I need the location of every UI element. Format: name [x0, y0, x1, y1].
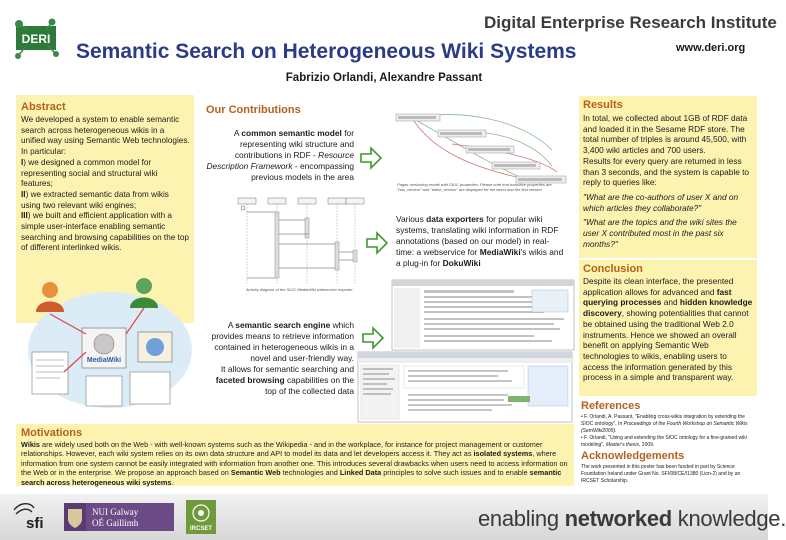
conclusion-p2: and — [661, 297, 680, 308]
mot-t5: . — [171, 477, 174, 487]
sfi-logo-text: sfi — [26, 515, 44, 532]
reference-1-venue: Proceedings of the Fourth Workshop on Semantic Wikis (SemWiki2009). — [581, 421, 748, 434]
contributions-title: Our Contributions — [206, 104, 301, 116]
arrow-right-icon — [362, 327, 384, 349]
results-text-2: Results for every query are returned in less than 3 seconds, and the system is capable to reply to queries like: — [583, 155, 750, 188]
contribution-model — [206, 128, 354, 183]
reference-2-text: • F. Orlandi, "Using and extending the SIOC ontology for a fine-grained wiki modeling", — [581, 435, 747, 448]
references-title: References — [581, 400, 641, 412]
mot-t2: , where information from one system cannot be easily integrated with information from another one. This introduces several drawbacks when users need to access information on the Web or in the enterprise. We propose an approach based on — [21, 449, 568, 478]
c2-mid2: 's wikis and a plug-in for — [396, 247, 564, 268]
svg-text:MediaWiki: MediaWiki — [86, 357, 122, 364]
ircset-logo-text: IRCSET — [189, 526, 213, 532]
user-icon — [130, 278, 158, 308]
c1-post: - encompassing previous models in the area — [251, 161, 354, 182]
deri-logo-text: DERI — [21, 32, 51, 46]
sfi-logo — [10, 500, 56, 534]
mot-b2: isolated systems — [473, 449, 533, 459]
abstract-text — [21, 115, 190, 254]
acknowledgements-section — [581, 450, 757, 485]
conclusion-panel — [579, 260, 757, 396]
conclusion-p1: Despite its clean interface, the presented application allows for advanced and — [583, 276, 734, 297]
institute-name: Digital Enterprise Research Institute — [484, 13, 777, 32]
motivations-title: Motivations — [21, 427, 83, 439]
arrow-right-icon — [360, 147, 382, 169]
mot-b5: semantic search across heterogeneous wiki systems — [21, 468, 562, 487]
mot-t1: are widely used both on the Web - with well-known systems such as the Wikipedia - and in the workplace, for instance for project management or customer relationships. However, each wiki system relies on its own data structure and API to model its data and let developers access it. They act as — [21, 440, 543, 459]
conclusion-p3: , showing potentialities that cannot be obtained using the traditional Web 2.0 instruments. Hence we showed an overall benefit on applying Semantic Web technologies to wikis, enabling users to access the information generated by this process in a simple and transparent way. — [583, 308, 749, 383]
c3-bold: semantic search engine — [235, 320, 331, 330]
abstract-i-mark: I — [21, 157, 24, 167]
contribution-search-engine — [206, 320, 354, 397]
conclusion-title: Conclusion — [583, 263, 643, 275]
motivations-text — [21, 440, 570, 487]
c1-pre: A — [233, 128, 242, 138]
nuig-line-1: NUI Galway — [92, 507, 139, 517]
activity-diagram-figure — [234, 194, 366, 286]
institute-url[interactable]: www.deri.org — [676, 42, 746, 54]
c3-pre: A — [227, 320, 236, 330]
c2-mid: for popular wiki systems, translating wiki information in RDF annotations (based on our model) in real-time: a webservice for — [396, 214, 559, 257]
search-engine-screenshot — [358, 352, 572, 422]
c2-pre: Various — [396, 214, 427, 224]
c1-italic: Resource Description Framework — [206, 150, 354, 171]
abstract-ii-mark: II — [21, 189, 26, 199]
acknowledgements-title: Acknowledgements — [581, 450, 685, 462]
mot-b4: Linked Data — [339, 468, 382, 478]
user-icon — [36, 282, 64, 312]
tagline-pre: enabling — [478, 506, 565, 531]
mot-t3: technologies and — [280, 468, 340, 478]
tagline-bold: networked — [564, 506, 672, 531]
versioning-graph-figure — [392, 110, 570, 190]
nuig-line-2: OÉ Gaillimh — [92, 518, 139, 528]
conclusion-b1: fast querying processes — [583, 286, 732, 308]
reference-1-text: • F. Orlandi, A. Passant, "Enabling cross-wikis integration by extending the SIOC ontology", In — [581, 414, 745, 427]
abstract-iii-text: ) we built and efficient application with a simple user-interface enabling semantic searching and browsing capabilities on the top of different interlinked wikis. — [21, 211, 189, 253]
acknowledgements-text: The work presented in this poster has been funded in part by Science Foundation Ireland under Grant No. SFI/08/CE/I1380 (Lion-2) and by an IRCSET Scholarship. — [581, 464, 741, 484]
nuig-logo — [64, 503, 174, 531]
references-section — [581, 400, 757, 449]
reference-2-venue: Master's thesis — [605, 442, 640, 448]
abstract-i-text: ) we designed a common model for representing social and structural wiki features; — [21, 157, 158, 189]
mot-b1: Wikis — [21, 440, 40, 449]
contribution-exporters — [396, 214, 564, 269]
c3b-pre: It allows for semantic searching and — [220, 364, 354, 374]
graph-caption: Pages versioning model with SIOC properties. Please note that transitive properties are "has_version" and "latest_version" are displayed for the latest and the first version — [397, 182, 552, 192]
abstract-iii-mark: III — [21, 211, 28, 221]
mot-b3: Semantic Web — [230, 468, 281, 478]
poster-title: Semantic Search on Heterogeneous Wiki Systems — [76, 40, 577, 63]
arrow-right-icon — [366, 232, 388, 254]
c3b-post: capabilities on the top of the collected data — [265, 375, 354, 396]
reference-2 — [581, 435, 757, 449]
results-title: Results — [583, 99, 623, 111]
c1-mid: for representing wiki structure and contributions in RDF - — [234, 128, 354, 160]
results-query-2: "What are the topics and the wiki sites the user X contributed most in the past six months?" — [583, 217, 737, 249]
conclusion-text — [583, 276, 753, 383]
results-text: In total, we collected about 1GB of RDF data and loaded it in the Sesame RDF store. The total number of triples is around 45,500, with 3,400 wiki articles and 700 users. — [583, 113, 748, 156]
abstract-ii-text: ) we extracted semantic data from wikis using two relevant wiki engines; — [21, 189, 169, 210]
c3b-bold: faceted browsing — [215, 375, 285, 385]
tagline-post: knowledge. — [671, 506, 786, 531]
deri-logo — [12, 16, 62, 62]
reference-1 — [581, 414, 757, 435]
activity-diagram-caption: Activity diagram of the SIOC MediaWiki webservice exporter — [246, 287, 353, 292]
motivations-panel — [16, 424, 574, 486]
abstract-intro: We developed a system to enable semantic search across heterogeneous wikis in a unified way using Semantic Web technologies. In particular: — [21, 115, 190, 157]
c3-mid: which provides means to retrieve information contained in heterogeneous wikis in a novel and user-friendly way. — [211, 320, 354, 363]
ircset-logo — [186, 500, 216, 534]
authors: Fabrizio Orlandi, Alexandre Passant — [285, 72, 483, 84]
c2-bold: data exporters — [426, 214, 484, 224]
c2-mediawiki: MediaWiki — [479, 247, 521, 257]
abstract-title: Abstract — [21, 101, 66, 113]
wiki-systems-illustration — [26, 272, 194, 414]
reference-2-year: , 2009. — [639, 442, 655, 448]
deri-tagline — [478, 506, 786, 532]
c2-dokuwiki: DokuWiki — [442, 258, 481, 268]
results-query-1: "What are the co-authors of user X and on which articles they collaborate?" — [583, 191, 739, 213]
conclusion-b2: hidden knowledge discovery — [583, 297, 753, 319]
mot-t4: principles to solve such issues and to enable — [381, 468, 530, 478]
wiki-export-screenshot — [392, 280, 574, 350]
c1-bold: common semantic model — [241, 128, 342, 138]
results-panel — [579, 96, 757, 258]
